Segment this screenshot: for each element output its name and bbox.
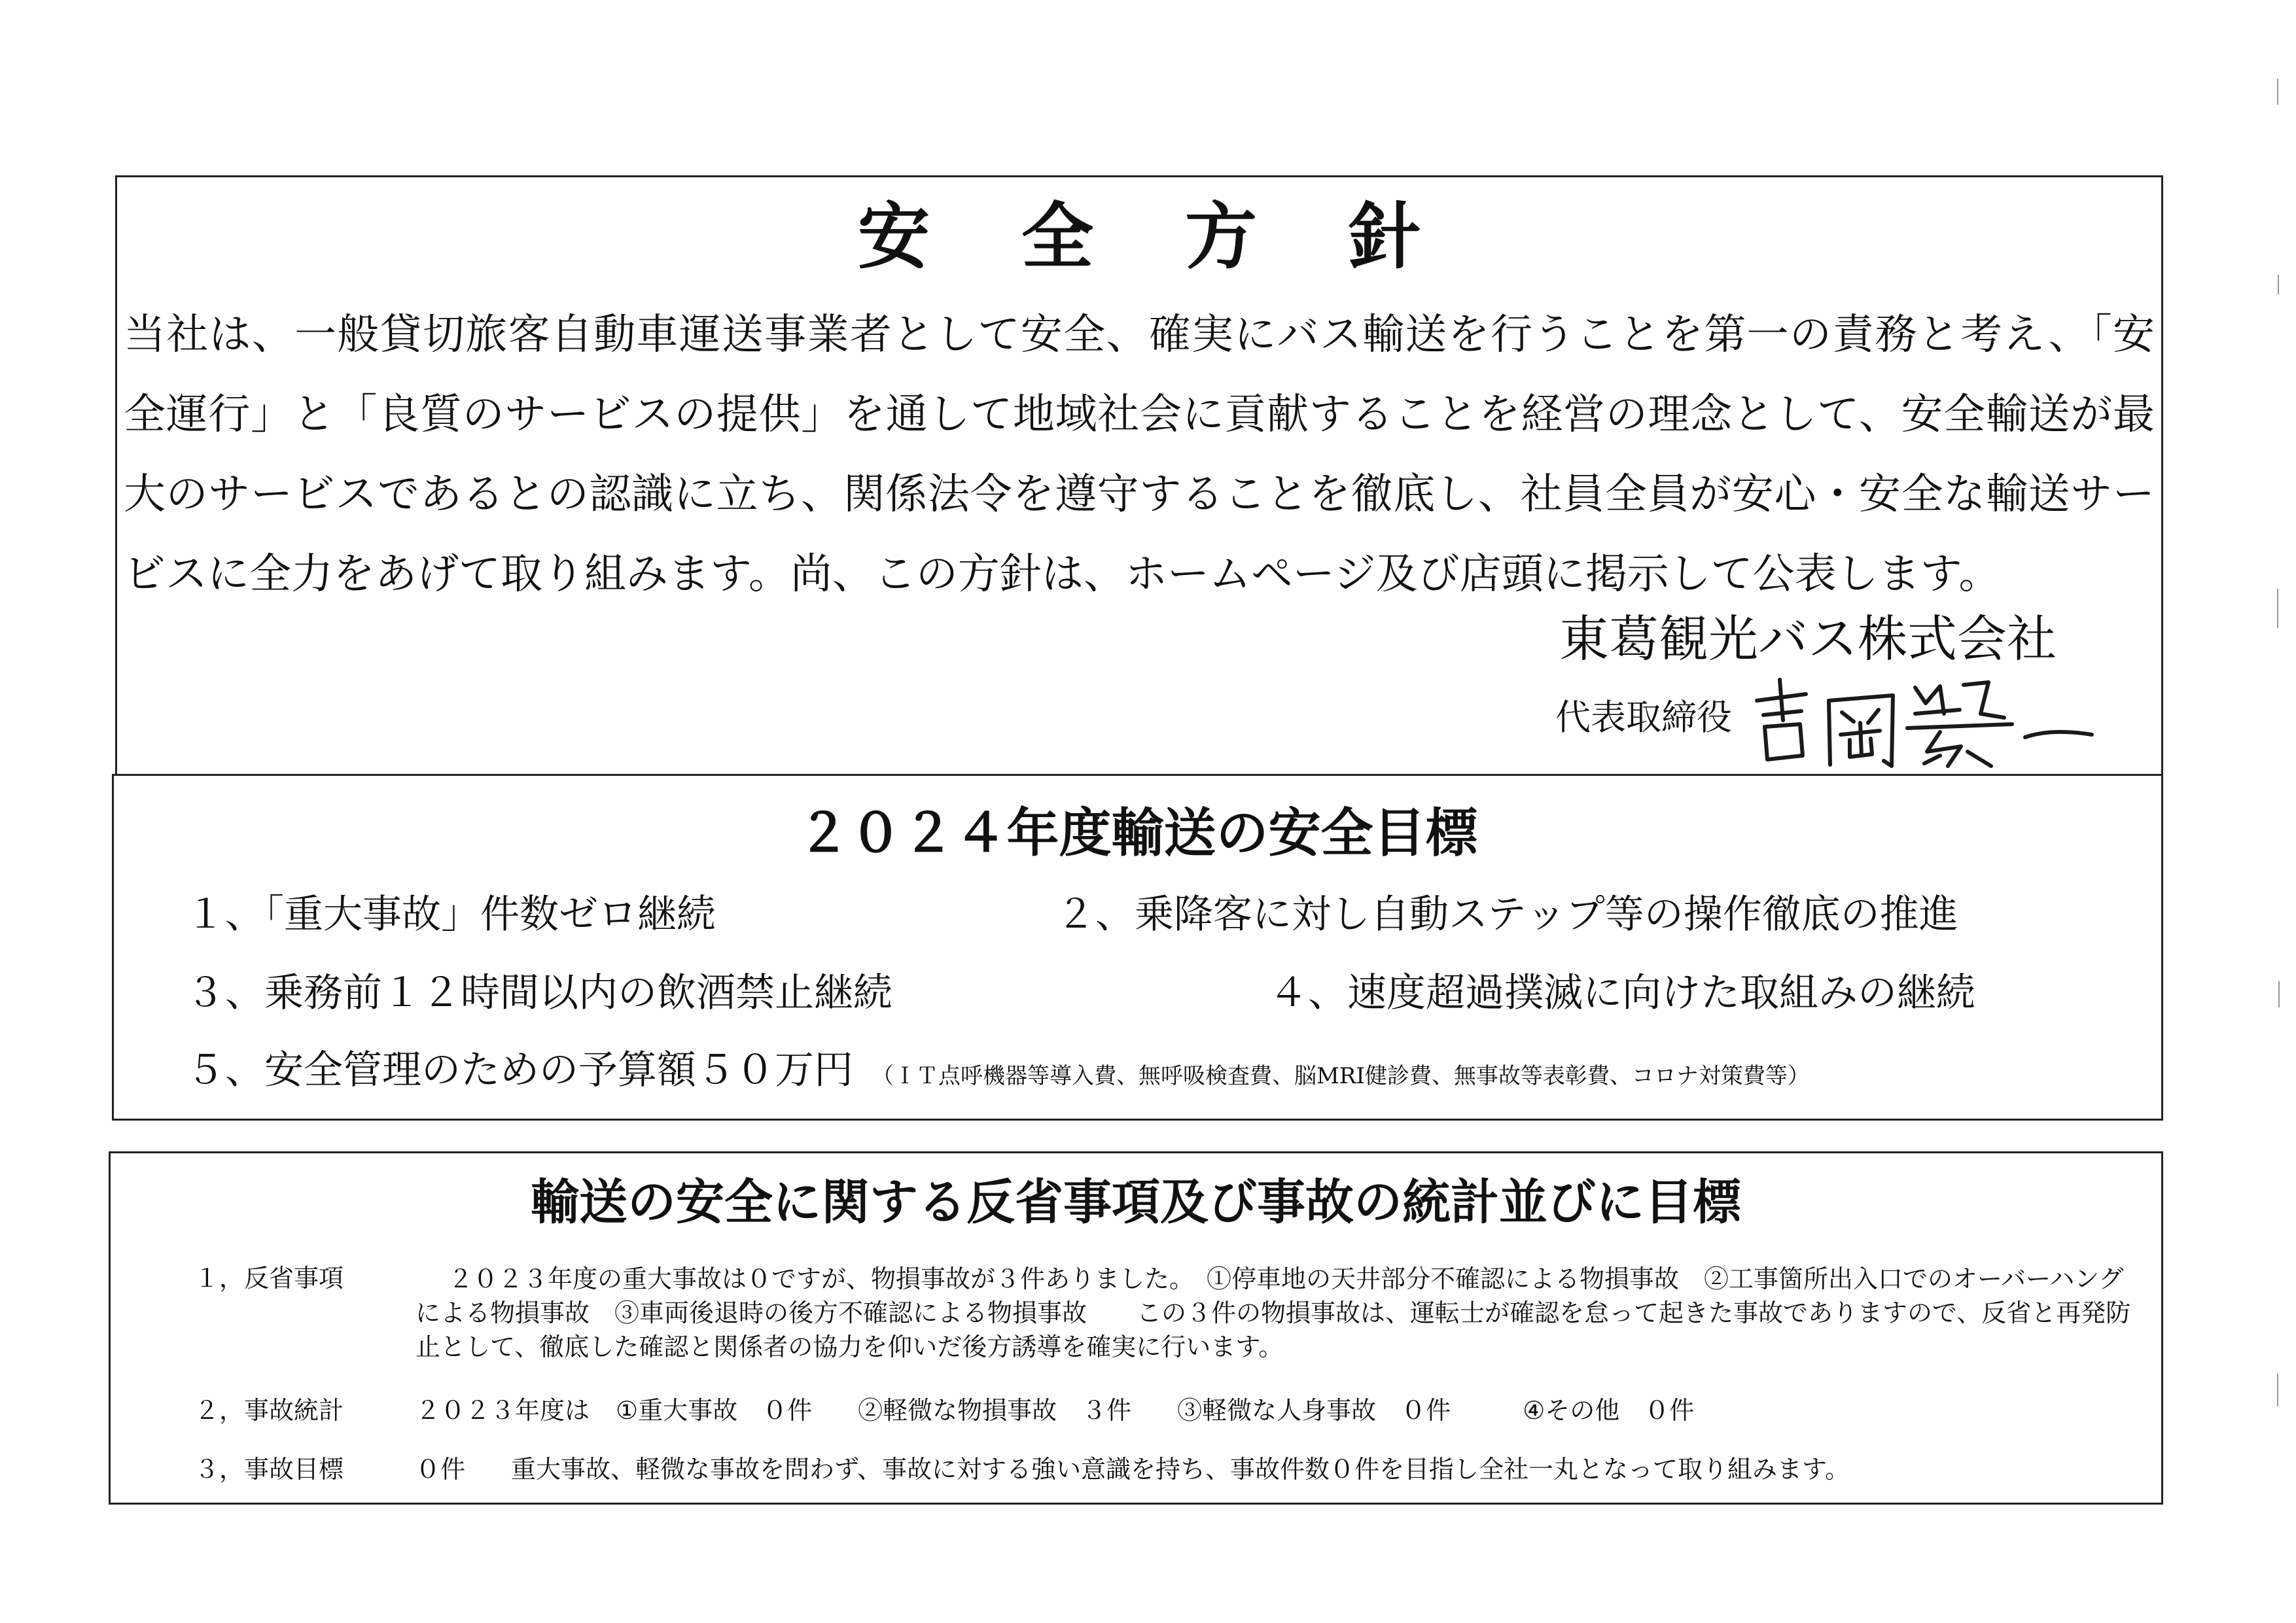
- statistics-item-3: ③軽微な人身事故 ０件: [1177, 1396, 1451, 1425]
- company-name: 東葛観光バス株式会社: [1559, 610, 2057, 668]
- reflection-label: １，反省事項: [194, 1264, 344, 1293]
- reflection-text: [415, 1262, 2135, 1364]
- goal-item-2: ２、乗降客に対し自動ステップ等の操作徹底の推進: [1056, 892, 1958, 937]
- goal-item-3: ３、乗務前１２時間以内の飲酒禁止継続: [186, 970, 892, 1016]
- goal-item-5-note: （ＩＴ点呼機器等導入費、無呼吸検査費、脳MRI健診費、無事故等表彰費、コロナ対策費等）: [872, 1063, 1810, 1089]
- representative-title: 代表取締役: [1555, 697, 1732, 738]
- goals-title: ２０２４年度輸送の安全目標: [797, 803, 1478, 864]
- target-value: ０件: [415, 1455, 466, 1484]
- statistics-year: ２０２３年度は: [415, 1396, 590, 1425]
- statistics-item-4: ④その他 ０件: [1523, 1396, 1695, 1425]
- target-text: [415, 1457, 1850, 1482]
- target-description: 重大事故、軽微な事故を問わず、事故に対する強い意識を持ち、事故件数０件を目指し全社一丸となって取り組みます。: [511, 1455, 1850, 1484]
- goal-item-1: １、「重大事故」件数ゼロ継続: [186, 892, 716, 937]
- handwritten-signature: [1744, 674, 2097, 773]
- statistics-item-1: ①重大事故 ０件: [616, 1396, 813, 1425]
- goal-item-5: [186, 1047, 1810, 1093]
- scan-edge-marks: [2276, 0, 2281, 1623]
- safety-goals-section: [112, 774, 2163, 1121]
- goal-item-5-text: ５、安全管理のための予算額５０万円: [186, 1047, 853, 1093]
- policy-body: 当社は、一般貸切旅客自動車運送事業者として安全、確実にバス輸送を行うことを第一の責務と考え、「安全運行」と「良質のサービスの提供」を通して地域社会に貢献することを経営の理念として、安全輸送が最大のサービスであるとの認識に立ち、関係法令を遵守することを徹底し、社員全員が安心・安全な輸送サービスに全力をあげて取り組みます。尚、この方針は、ホームページ及び店頭に掲示して公表します。: [124, 311, 2155, 599]
- target-label: ３，事故目標: [194, 1455, 344, 1484]
- reflection-statistics-section: [109, 1151, 2163, 1505]
- statistics-label: ２，事故統計: [194, 1396, 344, 1425]
- policy-title: 安全方針: [858, 195, 1512, 279]
- reflection-body: ２０２３年度の重大事故は０ですが、物損事故が３件ありました。 ①停車地の天井部分不確認による物損事故 ②工事箇所出入口でのオーバーハングによる物損事故 ③車両後退時の後方不確認による物損事故 この３件の物損事故は、運転士が確認を怠って起きた事故でありますので、反省と再発防止として、徹底した確認と関係者の協力を仰いだ後方誘導を確実に行います。: [415, 1265, 2131, 1361]
- statistics-text: [415, 1398, 1694, 1423]
- statistics-item-2: ②軽微な物損事故 ３件: [858, 1396, 1132, 1425]
- safety-policy-section: [115, 175, 2163, 775]
- goal-item-4: ４、速度超過撲滅に向けた取組みの継続: [1269, 970, 1975, 1016]
- signature-line: [1555, 674, 2097, 773]
- stats-title: 輸送の安全に関する反省事項及び事故の統計並びに目標: [531, 1174, 1741, 1230]
